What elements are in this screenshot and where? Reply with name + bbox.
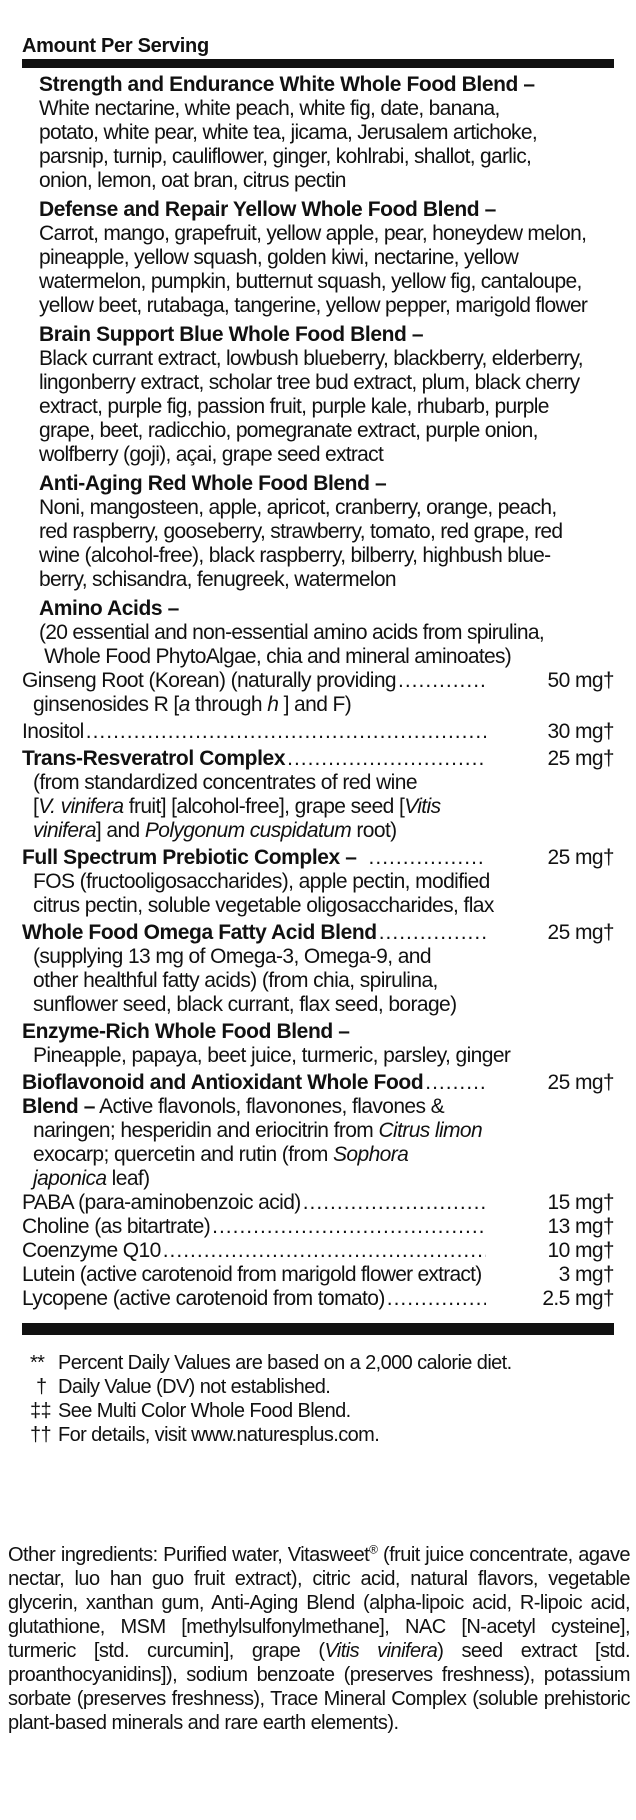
nutrient-subtext	[22, 1167, 614, 1191]
nutrient-row	[22, 669, 614, 693]
footnote-text: Percent Daily Values are based on a 2,000 calorie diet.	[58, 1352, 512, 1374]
omega-entry	[22, 921, 614, 1017]
supplement-facts-panel	[22, 34, 614, 1447]
subtext-italic: h	[267, 693, 279, 716]
footnote-symbol: **	[30, 1352, 45, 1374]
nutrient-subtext: (supplying 13 mg of Omega-3, Omega-9, and	[33, 945, 431, 968]
subtext-part: ginsenosides R [	[33, 693, 179, 716]
subtext-bold: Blend –	[22, 1095, 96, 1118]
blend-description	[39, 222, 614, 318]
nutrient-amount: 25 mg†	[547, 747, 614, 770]
nutrient-subtext: FOS (fructooligosaccharides), apple pectin, modified	[33, 870, 490, 893]
subtext-part: leaf)	[106, 1167, 150, 1190]
blend-line: extract, purple fig, passion fruit, purple kale, rhubarb, purple	[39, 395, 549, 418]
leader-dots	[86, 720, 486, 744]
subtext-part: [	[33, 795, 39, 818]
subtext-italic: a	[178, 693, 190, 716]
nutrient-label: Full Spectrum Prebiotic Complex –	[22, 846, 357, 869]
footer-divider	[22, 1323, 614, 1335]
blend-line: yellow beet, rutabaga, tangerine, yellow pepper, marigold flower	[39, 294, 588, 317]
blend-amino-acids	[22, 597, 614, 669]
subtext-part: Active flavonols, flavonones, flavones &	[95, 1095, 445, 1118]
blend-line: onion, lemon, oat bran, citrus pectin	[39, 169, 346, 192]
nutrient-subtext: other healthful fatty acids) (from chia, spirulina,	[33, 969, 438, 992]
nutrient-amount: 25 mg†	[547, 846, 614, 869]
nutrient-label: Choline (as bitartrate)	[22, 1215, 211, 1238]
blend-title: Defense and Repair Yellow Whole Food Blend –	[39, 198, 496, 221]
subtext-italic: V. vinifera	[38, 795, 124, 818]
leader-dots	[398, 669, 486, 693]
nutrient-subtext: (from standardized concentrates of red wine	[33, 771, 417, 794]
nutrient-amount: 30 mg†	[547, 720, 614, 743]
blend-description	[39, 496, 614, 592]
footnote-symbol: ‡‡	[30, 1400, 52, 1422]
ginseng-entry	[22, 669, 614, 717]
leader-dots	[212, 1215, 486, 1239]
nutrient-amount: 2.5 mg†	[542, 1287, 614, 1310]
nutrient-label: Bioflavonoid and Antioxidant Whole Food	[22, 1071, 424, 1094]
leader-dots	[163, 1239, 486, 1263]
blend-line: Carrot, mango, grapefruit, yellow apple, pear, honeydew melon,	[39, 222, 587, 245]
leader-dots	[303, 1191, 486, 1215]
subtext-part: root)	[351, 819, 397, 842]
subtext-part: exocarp; quercetin and rutin (from	[33, 1143, 333, 1166]
nutrient-row-lutein	[22, 1263, 614, 1287]
blend-description	[39, 621, 614, 669]
nutrient-row-choline	[22, 1215, 614, 1239]
bioflavonoid-entry	[22, 1071, 614, 1191]
nutrient-amount: 10 mg†	[547, 1239, 614, 1262]
nutrient-row-paba	[22, 1191, 614, 1215]
leader-dots	[369, 846, 486, 870]
prebiotic-entry	[22, 846, 614, 918]
blend-description	[39, 97, 614, 193]
subtext-italic: Vitis	[404, 795, 441, 818]
enzyme-entry	[22, 1020, 614, 1068]
footnote	[30, 1375, 614, 1399]
subtext-italic: Sophora	[333, 1143, 409, 1166]
nutrient-subtext: Pineapple, papaya, beet juice, turmeric, parsley, ginger	[33, 1044, 511, 1067]
leader-dots	[387, 1287, 486, 1311]
nutrient-subtext	[22, 693, 614, 717]
blend-line: lingonberry extract, scholar tree bud extract, plum, black cherry	[39, 371, 580, 394]
blend-title: Amino Acids –	[39, 597, 179, 620]
nutrient-row-coq10	[22, 1239, 614, 1263]
header-divider	[22, 59, 614, 68]
nutrient-row	[22, 720, 614, 744]
other-ingredients-text: ) seed extract [std. proanthocyanidins]), sodium benzoate (preserves freshness), potassium sorbate (preserves freshness), Trace Mineral Complex (soluble prehistoric plant-based minerals and rare earth elements).	[8, 1640, 630, 1734]
nutrient-row	[22, 747, 614, 771]
nutrient-label: Trans-Resveratrol Complex	[22, 747, 286, 770]
subtext-italic: vinifera	[33, 819, 96, 842]
footnote-text: See Multi Color Whole Food Blend.	[58, 1400, 351, 1422]
nutrient-label: Lutein (active carotenoid from marigold flower extract)	[22, 1263, 482, 1286]
blend-line: pineapple, yellow squash, golden kiwi, nectarine, yellow	[39, 246, 519, 269]
amount-per-serving-heading: Amount Per Serving	[22, 35, 209, 57]
other-ingredients-text: Other ingredients: Purified water, Vitasweet	[8, 1544, 370, 1566]
subtext-part: naringen; hesperidin and eriocitrin from	[33, 1119, 379, 1142]
blend-line: potato, white pear, white tea, jicama, Jerusalem artichoke,	[39, 121, 537, 144]
blend-title: Strength and Endurance White Whole Food Blend –	[39, 73, 535, 96]
nutrient-subtext	[22, 1119, 614, 1143]
blend-line: wine (alcohol-free), black raspberry, bilberry, highbush blue-	[39, 544, 551, 567]
nutrient-list	[22, 1191, 614, 1311]
subtext-part: ] and F)	[278, 693, 352, 716]
footnote-text: For details, visit www.naturesplus.com.	[58, 1424, 380, 1446]
footnote-symbol: †	[36, 1376, 47, 1398]
subtext-part: fruit] [alcohol-free], grape seed [	[123, 795, 405, 818]
resveratrol-entry	[22, 747, 614, 843]
nutrient-label: Inositol	[22, 720, 84, 743]
nutrient-subtext	[22, 1143, 614, 1167]
nutrient-amount: 25 mg†	[547, 1071, 614, 1094]
footnote-symbol: ††	[30, 1424, 52, 1446]
blend-line: Whole Food PhytoAlgae, chia and mineral aminoates)	[39, 645, 512, 668]
nutrient-row-lycopene	[22, 1287, 614, 1311]
blend-line: White nectarine, white peach, white fig, date, banana,	[39, 97, 500, 120]
footnote-text: Daily Value (DV) not established.	[58, 1376, 331, 1398]
nutrient-label: PABA (para-aminobenzoic acid)	[22, 1191, 301, 1214]
subtext-italic: Citrus limon	[378, 1119, 483, 1142]
blend-line: watermelon, pumpkin, butternut squash, yellow fig, cantaloupe,	[39, 270, 582, 293]
nutrient-label: Whole Food Omega Fatty Acid Blend	[22, 921, 377, 944]
blend-blue	[22, 323, 614, 467]
footnote	[30, 1351, 614, 1375]
subtext-part: through	[189, 693, 268, 716]
subtext-italic: Polygonum cuspidatum	[144, 819, 352, 842]
subtext-part: ] and	[95, 819, 145, 842]
nutrient-label: Enzyme-Rich Whole Food Blend –	[22, 1020, 350, 1043]
nutrient-subtext	[22, 795, 614, 819]
blend-line: red raspberry, gooseberry, strawberry, tomato, red grape, red	[39, 520, 563, 543]
blend-line: wolfberry (goji), açai, grape seed extract	[39, 443, 384, 466]
nutrient-row	[22, 1071, 614, 1095]
nutrient-label: Lycopene (active carotenoid from tomato)	[22, 1287, 385, 1310]
other-ingredients-text: (fruit juice concentrate, agave nectar, luo han guo fruit extract), citric acid, natural flavors, vegetable glycerin, xanthan gum, Anti-Aging Blend (alpha-lipoic acid, R-lipoic acid, glutathione, MSM [methylsulfonylmethane], NAC [N-acetyl cysteine], turmeric [std. curcumin], grape (	[8, 1544, 630, 1662]
blend-line: Black currant extract, lowbush blueberry, blackberry, elderberry,	[39, 347, 583, 370]
nutrient-subtext	[22, 1095, 614, 1119]
nutrient-row	[22, 1020, 614, 1044]
nutrient-amount: 3 mg†	[558, 1263, 614, 1286]
blend-line: grape, beet, radicchio, pomegranate extract, purple onion,	[39, 419, 538, 442]
registered-mark: ®	[369, 1542, 378, 1557]
nutrient-label: Coenzyme Q10	[22, 1239, 161, 1262]
blend-white	[22, 73, 614, 193]
nutrient-label: Ginseng Root (Korean) (naturally providing	[22, 669, 397, 692]
nutrient-subtext	[22, 819, 614, 843]
inositol-entry	[22, 720, 614, 744]
blend-description	[39, 347, 614, 467]
nutrient-row	[22, 921, 614, 945]
footnote	[30, 1399, 614, 1423]
other-ingredients-italic: Vitis vinifera	[324, 1640, 438, 1662]
nutrient-row	[22, 846, 614, 870]
footnotes	[22, 1351, 614, 1447]
blend-line: parsnip, turnip, cauliflower, ginger, kohlrabi, shallot, garlic,	[39, 145, 532, 168]
blend-line: (20 essential and non-essential amino acids from spirulina,	[39, 621, 544, 644]
blend-line: berry, schisandra, fenugreek, watermelon	[39, 568, 396, 591]
nutrient-amount: 25 mg†	[547, 921, 614, 944]
footnote	[30, 1423, 614, 1447]
leader-dots	[287, 747, 486, 771]
blend-title: Anti-Aging Red Whole Food Blend –	[39, 472, 387, 495]
blend-red	[22, 472, 614, 592]
leader-dots	[379, 921, 486, 945]
leader-dots	[425, 1071, 486, 1095]
blend-line: Noni, mangosteen, apple, apricot, cranberry, orange, peach,	[39, 496, 557, 519]
other-ingredients	[8, 1543, 630, 1735]
nutrient-amount: 15 mg†	[547, 1191, 614, 1214]
nutrient-amount: 13 mg†	[547, 1215, 614, 1238]
blend-yellow	[22, 198, 614, 318]
blend-title: Brain Support Blue Whole Food Blend –	[39, 323, 424, 346]
subtext-italic: japonica	[33, 1167, 107, 1190]
nutrient-subtext: sunflower seed, black currant, flax seed, borage)	[33, 993, 457, 1016]
nutrient-amount: 50 mg†	[547, 669, 614, 692]
nutrient-subtext: citrus pectin, soluble vegetable oligosaccharides, flax	[33, 894, 494, 917]
